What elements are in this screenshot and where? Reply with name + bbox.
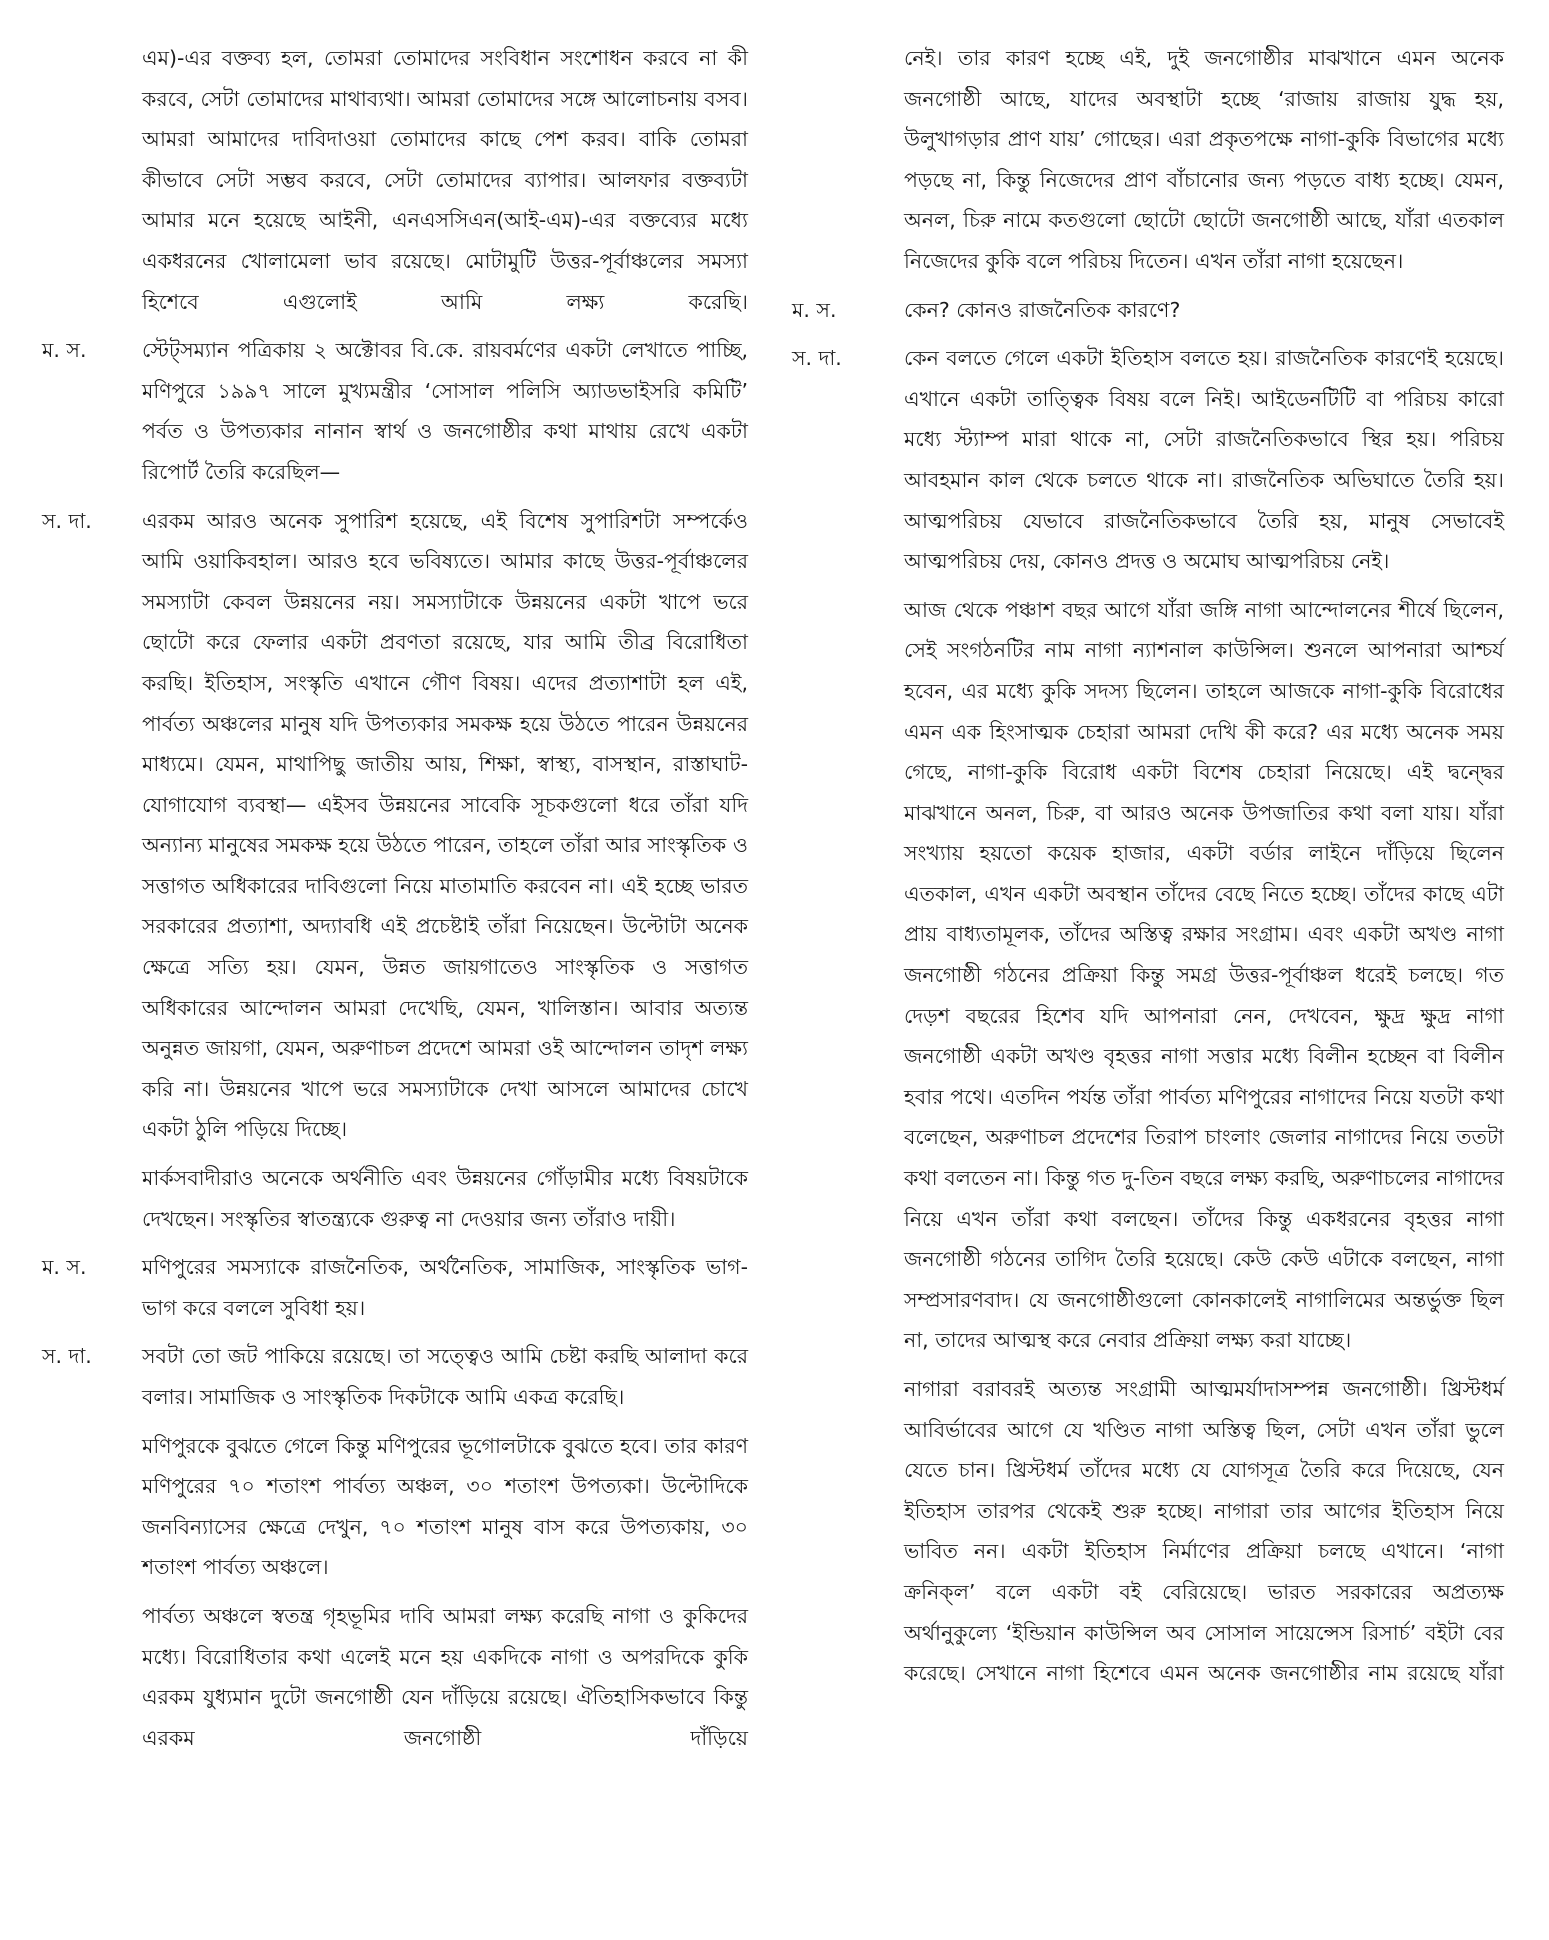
paragraph: এরকম আরও অনেক সুপারিশ হয়েছে, এই বিশেষ সুপারিশটা সম্পর্কেও আমি ওয়াকিবহাল। আরও হবে ভবিষ্যতে। আমার কাছে উত্তর-পূর্বাঞ্চলের সমস্যাটা কেবল উন্নয়নের নয়। সমস্যাটাকে উন্নয়নের একটা খাপে ভরে ছোটো করে ফেলার একটা প্রবণতা রয়েছে, যার আমি তীব্র বিরোধিতা করছি। ইতিহাস, সংস্কৃতি এখানে গৌণ বিষয়। এদের প্রত্যাশাটা হল এই, পার্বত্য অঞ্চলের মানুষ যদি উপত্যকার সমকক্ষ হয়ে উঠতে পারেন উন্নয়নের মাধ্যমে। যেমন, মাথাপিছু জাতীয় আয়, শিক্ষা, স্বাস্থ্য, বাসস্থান, রাস্তাঘাট-যোগাযোগ ব্যবস্থা— এইসব উন্নয়নের সাবেকি সূচকগুলো ধরে তাঁরা যদি অন্যান্য মানুষের সমকক্ষ হয়ে উঠতে পারেন, তাহলে তাঁরা আর সাংস্কৃতিক ও সত্তাগত অধিকারের দাবিগুলো নিয়ে মাতামাতি করবেন না। এই হচ্ছে ভারত সরকারের প্রত্যাশা, অদ্যাবধি এই প্রচেষ্টাই তাঁরা নিয়েছেন। উল্টোটা অনেক ক্ষেত্রে সত্যি হয়। যেমন, উন্নত জায়গাতেও সাংস্কৃতিক ও সত্তাগত অধিকারের আন্দোলন আমরা দেখেছি, যেমন, খালিস্তান। আবার অত্যন্ত অনুন্নত জায়গা, যেমন, অরুণাচল প্রদেশে আমরা ওই আন্দোলন তাদৃশ লক্ষ্য করি না। উন্নয়নের খাপে ভরে সমস্যাটাকে দেখা আসলে আমাদের চোখে একটা ঠুলি পড়িয়ে দিচ্ছে। (142, 508, 748, 1142)
entry-body (904, 590, 1504, 1694)
paragraph: এম)-এর বক্তব্য হল, তোমরা তোমাদের সংবিধান সংশোধন করবে না কী করবে, সেটা তোমাদের মাথাব্যথা। আমরা তোমাদের সঙ্গে আলোচনায় বসব। আমরা আমাদের দাবিদাওয়া তোমাদের কাছে পেশ করব। বাকি তোমরা কীভাবে সেটা সম্ভব করবে, সেটা তোমাদের ব্যাপার। আলফার বক্তব্যটা আমার মনে হয়েছে আইনী, এনএসসিএন(আই-এম)-এর বক্তব্যের মধ্যে একধরনের খোলামেলা ভাব রয়েছে। মোটামুটি উত্তর-পূর্বাঞ্চলের সমস্যা হিশেবে এগুলোই আমি লক্ষ্য করেছি। (142, 46, 748, 314)
entry (792, 590, 1504, 1694)
paragraph: স্টেট্সম্যান পত্রিকায় ২ অক্টোবর বি.কে. রায়বর্মণের একটা লেখাতে পাচ্ছি, মণিপুরে ১৯৯৭ সালে মুখ্যমন্ত্রীর ‘সোসাল পলিসি অ্যাডভাইসরি কমিটি’ পর্বত ও উপত্যকার নানান স্বার্থ ও জনগোষ্ঠীর কথা মাথায় রেখে একটা রিপোর্ট তৈরি করেছিল— (142, 338, 748, 484)
entry (792, 290, 1504, 331)
paragraph: মার্কসবাদীরাও অনেকে অর্থনীতি এবং উন্নয়নের গোঁড়ামীর মধ্যে বিষয়টাকে দেখছেন। সংস্কৃতির স্বাতন্ত্র্যকে গুরুত্ব না দেওয়ার জন্য তাঁরাও দায়ী। (142, 1166, 748, 1231)
entry-body (904, 290, 1504, 331)
paragraph: আজ থেকে পঞ্চাশ বছর আগে যাঁরা জঙ্গি নাগা আন্দোলনের শীর্ষে ছিলেন, সেই সংগঠনটির নাম নাগা ন্যাশনাল কাউন্সিল। শুনলে আপনারা আশ্চর্য হবেন, এর মধ্যে কুকি সদস্য ছিলেন। তাহলে আজকে নাগা-কুকি বিরোধের এমন এক হিংসাত্মক চেহারা আমরা দেখি কী করে? এর মধ্যে অনেক সময় গেছে, নাগা-কুকি বিরোধ একটা বিশেষ চেহারা নিয়েছে। এই দ্বন্দ্বের মাঝখানে অনল, চিরু, বা আরও অনেক উপজাতির কথা বলা যায়। যাঁরা সংখ্যায় হয়তো কয়েক হাজার, একটা বর্ডার লাইনে দাঁড়িয়ে ছিলেন এতকাল, এখন একটা অবস্থান তাঁদের বেছে নিতে হচ্ছে। তাঁদের কাছে এটা প্রায় বাধ্যতামূলক, তাঁদের অস্তিত্ব রক্ষার সংগ্রাম। এবং একটা অখণ্ড নাগা জনগোষ্ঠী গঠনের প্রক্রিয়া কিন্তু সমগ্র উত্তর-পূর্বাঞ্চল ধরেই চলছে। গত দেড়শ বছরের হিশেব যদি আপনারা নেন, দেখবেন, ক্ষুদ্র ক্ষুদ্র নাগা জনগোষ্ঠী একটা অখণ্ড বৃহত্তর নাগা সত্তার মধ্যে বিলীন হচ্ছেন বা বিলীন হবার পথে। এতদিন পর্যন্ত তাঁরা পার্বত্য মণিপুরের নাগাদের নিয়ে যতটা কথা বলেছেন, অরুণাচল প্রদেশের তিরাপ চাংলাং জেলার নাগাদের নিয়ে ততটা কথা বলতেন না। কিন্তু গত দু-তিন বছরে লক্ষ্য করছি, অরুণাচলের নাগাদের নিয়ে এখন তাঁরা কথা বলছেন। তাঁদের কিন্তু একধরনের বৃহত্তর নাগা জনগোষ্ঠী গঠনের তাগিদ তৈরি হয়েছে। কেউ কেউ এটাকে বলছেন, নাগা সম্প্রসারণবাদ। যে জনগোষ্ঠীগুলো কোনকালেই নাগালিমের অন্তর্ভুক্ত ছিল না, তাদের আত্মস্থ করে নেবার প্রক্রিয়া লক্ষ্য করা যাচ্ছে। (904, 597, 1504, 1353)
entry (42, 1336, 748, 1758)
entry (42, 330, 748, 492)
entry-body (142, 330, 748, 492)
paragraph: নাগারা বরাবরই অত্যন্ত সংগ্রামী আত্মমর্যাদাসম্পন্ন জনগোষ্ঠী। খ্রিস্টধর্ম আবির্ভাবের আগে যে খণ্ডিত নাগা অস্তিত্ব ছিল, সেটা এখন তাঁরা ভুলে যেতে চান। খ্রিস্টধর্ম তাঁদের মধ্যে যে যোগসূত্র তৈরি করে দিয়েছে, যেন ইতিহাস তারপর থেকেই শুরু হচ্ছে। নাগারা তার আগের ইতিহাস নিয়ে ভাবিত নন। একটা ইতিহাস নির্মাণের প্রক্রিয়া চলছে এখানে। ‘নাগা ক্রনিক্‌ল’ বলে একটা বই বেরিয়েছে। ভারত সরকারের অপ্রত্যক্ষ অর্থানুকুল্যে ‘ইন্ডিয়ান কাউন্সিল অব সোসাল সায়েন্সেস রিসার্চ’ বইটা বের করেছে। সেখানে নাগা হিশেবে এমন অনেক জনগোষ্ঠীর নাম রয়েছে যাঁরা (904, 1377, 1504, 1686)
paragraph: সবটা তো জট পাকিয়ে রয়েছে। তা সত্ত্বেও আমি চেষ্টা করছি আলাদা করে বলার। সামাজিক ও সাংস্কৃতিক দিকটাকে আমি একত্র করেছি। (142, 1344, 748, 1409)
paragraph: কেন? কোনও রাজনৈতিক কারণে? (904, 297, 1181, 322)
paragraph: পার্বত্য অঞ্চলে স্বতন্ত্র গৃহভূমির দাবি আমরা লক্ষ্য করেছি নাগা ও কুকিদের মধ্যে। বিরোধিতার কথা এলেই মনে হয় একদিকে নাগা ও অপরদিকে কুকি এরকম যুধ্যমান দুটো জনগোষ্ঠী যেন দাঁড়িয়ে রয়েছে। ঐতিহাসিকভাবে কিন্তু এরকম জনগোষ্ঠী দাঁড়িয়ে (142, 1603, 748, 1750)
paragraph: মণিপুরকে বুঝতে গেলে কিন্তু মণিপুরের ভূগোলটাকে বুঝতে হবে। তার কারণ মণিপুরের ৭০ শতাংশ পার্বত্য অঞ্চল, ৩০ শতাংশ উপত্যকা। উল্টোদিকে জনবিন্যাসের ক্ষেত্রে দেখুন, ৭০ শতাংশ মানুষ বাস করে উপত্যকায়, ৩০ শতাংশ পার্বত্য অঞ্চলে। (142, 1433, 748, 1580)
left-column (42, 38, 748, 1758)
right-column (792, 38, 1504, 1694)
entry-body (142, 501, 748, 1240)
entry (792, 38, 1504, 282)
speaker-label: ম. স. (42, 1255, 87, 1280)
entry-body (142, 38, 748, 322)
entry (42, 1247, 748, 1328)
speaker-label: স. দা. (42, 1344, 92, 1369)
entry-body (904, 338, 1504, 582)
entry-body (142, 1247, 748, 1328)
speaker-label: স. দা. (792, 346, 842, 371)
paragraph: মণিপুরের সমস্যাকে রাজনৈতিক, অর্থনৈতিক, সামাজিক, সাংস্কৃতিক ভাগ-ভাগ করে বললে সুবিধা হয়। (142, 1255, 748, 1320)
speaker-label: ম. স. (792, 297, 837, 322)
paragraph: নেই। তার কারণ হচ্ছে এই, দুই জনগোষ্ঠীর মাঝখানে এমন অনেক জনগোষ্ঠী আছে, যাদের অবস্থাটা হচ্ছে ‘রাজায় রাজায় যুদ্ধ হয়, উলুখাগড়ার প্রাণ যায়’ গোছের। এরা প্রকৃতপক্ষে নাগা-কুকি বিভাগের মধ্যে পড়ছে না, কিন্তু নিজেদের প্রাণ বাঁচানোর জন্য পড়তে বাধ্য হচ্ছে। যেমন, অনল, চিরু নামে কতগুলো ছোটো ছোটো জনগোষ্ঠী আছে, যাঁরা এতকাল নিজেদের কুকি বলে পরিচয় দিতেন। এখন তাঁরা নাগা হয়েছেন। (904, 46, 1504, 273)
entry (792, 338, 1504, 582)
paragraph: কেন বলতে গেলে একটা ইতিহাস বলতে হয়। রাজনৈতিক কারণেই হয়েছে। এখানে একটা তাত্ত্বিক বিষয় বলে নিই। আইডেনটিটি বা পরিচয় কারো মধ্যে স্ট্যাম্প মারা থাকে না, সেটা রাজনৈতিকভাবে স্থির হয়। পরিচয় আবহমান কাল থেকে চলতে থাকে না। রাজনৈতিক অভিঘাতে তৈরি হয়। আত্মপরিচয় যেভাবে রাজনৈতিকভাবে তৈরি হয়, মানুষ সেভাবেই আত্মপরিচয় দেয়, কোনও প্রদত্ত ও অমোঘ আত্মপরিচয় নেই। (904, 346, 1504, 574)
entry (42, 38, 748, 322)
speaker-label: স. দা. (42, 508, 92, 533)
entry (42, 501, 748, 1240)
entry-body (142, 1336, 748, 1758)
speaker-label: ম. স. (42, 338, 87, 363)
entry-body (904, 38, 1504, 282)
